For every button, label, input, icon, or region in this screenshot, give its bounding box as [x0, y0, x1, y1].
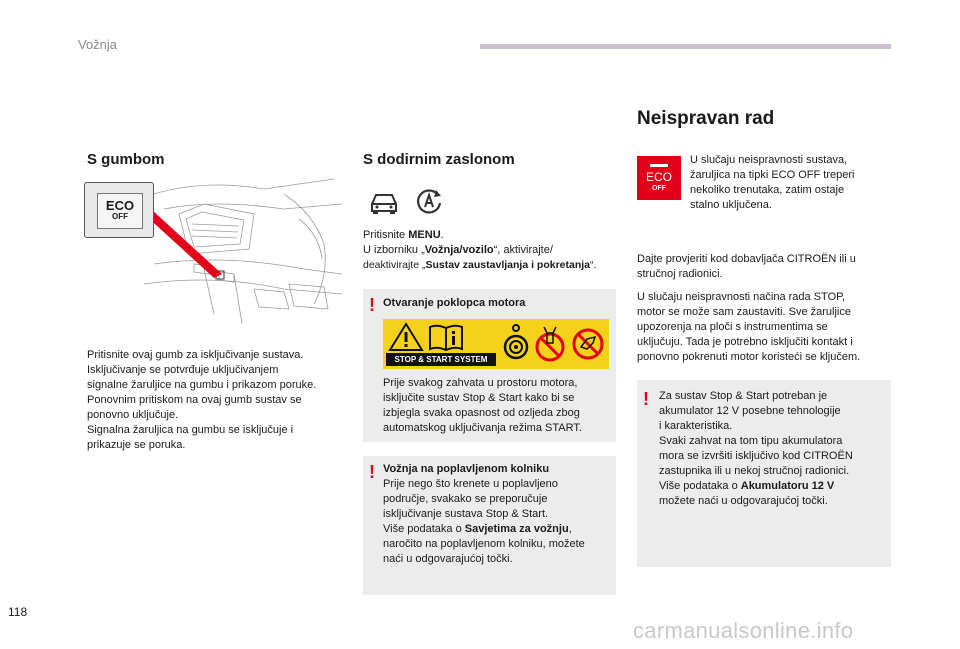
warning3-line: mora se izvršiti isključivo kod CITROËN [659, 450, 853, 462]
stop-start-auto-svg [414, 186, 444, 216]
col1-line: signalne žaruljice na gumbu i prikazom poruke. [87, 379, 317, 391]
warning3-line: možete naći u odgovarajućoj točki. [659, 495, 828, 507]
press-prefix: Pritisnite [363, 229, 409, 241]
warning2-text [383, 462, 613, 567]
press-menu-line [363, 228, 623, 243]
para2-line: U slučaju neispravnosti načina rada STOP, [637, 291, 846, 303]
col1-line: Ponovnim pritiskom na ovaj gumb sustav se [87, 394, 302, 406]
menu-label: MENU [408, 229, 441, 241]
car-icon [367, 188, 401, 216]
lamp-description [690, 153, 890, 213]
eco-label: ECO [105, 198, 135, 213]
line2-bold: Vožnja/vozilo [424, 244, 494, 256]
belt-pulley-svg [503, 323, 529, 365]
no-hand-touch-icon [571, 327, 605, 361]
warning-exclamation-icon: ! [369, 295, 375, 315]
warning1-text [383, 376, 613, 436]
sticker-label: STOP & START SYSTEM [386, 353, 496, 366]
warning3-line: zastupnika ili u nekoj stručnoj radionici. [659, 465, 850, 477]
heading-s-gumbom: S gumbom [87, 151, 165, 168]
manual-book-icon [427, 322, 465, 352]
warning2-title: Vožnja na poplavljenom kolniku [383, 463, 550, 475]
lamp-line: žaruljica na tipki ECO OFF treperi [690, 169, 855, 181]
header-bar [480, 44, 891, 49]
warning1-line: automatskog uključivanja režima START. [383, 422, 582, 434]
col1-body [87, 348, 347, 453]
warning-exclamation-icon: ! [643, 389, 649, 409]
warning2-line: naći u odgovarajućoj točki. [383, 553, 513, 565]
menu-path-line [363, 243, 623, 258]
belt-pulley-icon [503, 323, 529, 365]
warning-triangle-icon [388, 322, 424, 352]
warning3-line: i karakteristika. [659, 420, 733, 432]
warning2-more-line [383, 522, 613, 537]
col3-para1 [637, 252, 892, 282]
page-number: 118 [8, 605, 28, 619]
para2-line: upozorenja na ploči s instrumentima se [637, 321, 828, 333]
warning1-line: izbjegla svaka opasnost od ozljeda zbog [383, 407, 580, 419]
col1-line: Signalna žaruljica na gumbu se isključuje i [87, 424, 294, 436]
stop-start-auto-icon [414, 186, 444, 216]
section-title: Vožnja [78, 37, 118, 52]
eco-off-key-face [97, 193, 143, 229]
no-hands-fan-icon [533, 323, 567, 365]
lamp-eco-label: ECO [645, 170, 672, 184]
col2-instructions [363, 228, 623, 273]
para1-line: stručnoj radionici. [637, 268, 723, 280]
lamp-line: U slučaju neispravnosti sustava, [690, 154, 848, 166]
line2-prefix: U izborniku „ [363, 244, 425, 256]
eco-off-warning-lamp-icon [637, 156, 681, 200]
col3-para2 [637, 290, 892, 365]
press-suffix: . [440, 229, 444, 241]
warning-panel-battery [637, 380, 891, 567]
warning2-line: Prije nego što krenete u poplavljeno [383, 478, 558, 490]
no-hands-fan-svg [533, 323, 567, 365]
col1-line: Isključivanje se potvrđuje uključivanjem [87, 364, 279, 376]
warning-panel-flooded-road [363, 456, 616, 595]
para2-line: ponovno pokrenuti motor koristeći se ključem. [637, 351, 861, 363]
warning3-line: akumulator 12 V posebne tehnologije [659, 405, 841, 417]
toggle-line [363, 258, 623, 273]
eco-off-button-closeup [84, 182, 154, 238]
line3-bold: Sustav zaustavljanja i pokretanja [425, 259, 591, 271]
para1-line: Dajte provjeriti kod dobavljača CITROËN ili u [637, 253, 856, 265]
lamp-bar [650, 164, 668, 167]
warning1-line: Prije svakog zahvata u prostoru motora, [383, 377, 578, 389]
lamp-line: stalno uključena. [690, 199, 772, 211]
line2-suffix: “, aktivirajte/ [493, 244, 553, 256]
dashboard-illustration [84, 174, 342, 324]
para2-line: motor se može sam zaustaviti. Sve žaruljice [637, 306, 851, 318]
warning3-text [659, 389, 887, 509]
more-bold-link: Akumulatoru 12 V [740, 480, 835, 492]
col1-line: prikazuje se poruka. [87, 439, 186, 451]
off-label: OFF [112, 212, 128, 221]
more-suffix: , [568, 523, 572, 535]
more-bold-link: Savjetima za vožnju [464, 523, 569, 535]
warning2-line: naročito na poplavljenom kolniku, možete [383, 538, 585, 550]
no-hand-touch-svg [571, 327, 605, 361]
warning-triangle-svg [388, 322, 424, 352]
line3-suffix: “. [590, 259, 597, 271]
warning-exclamation-icon: ! [369, 462, 375, 482]
car-icon-svg [367, 188, 401, 216]
manual-book-svg [427, 322, 465, 352]
heading-neispravan-rad: Neispravan rad [637, 108, 775, 129]
col1-line: ponovno uključuje. [87, 409, 179, 421]
warning3-line: Svaki zahvat na tom tipu akumulatora [659, 435, 843, 447]
line3-prefix: deaktivirajte „ [363, 259, 426, 271]
more-prefix: Više podataka o [383, 523, 465, 535]
warning3-more-line [659, 479, 887, 494]
warning-panel-engine-bonnet [363, 289, 616, 442]
more-prefix: Više podataka o [659, 480, 741, 492]
para2-line: uključuju. Tada je potrebno isključiti kontakt i [637, 336, 853, 348]
stop-start-warning-sticker [383, 319, 609, 369]
lamp-line: nekoliko trenutaka, zatim ostaje [690, 184, 845, 196]
warning2-line: isključivanje sustava Stop & Start. [383, 508, 549, 520]
warning3-line: Za sustav Stop & Start potreban je [659, 390, 828, 402]
warning-title: Otvaranje poklopca motora [383, 297, 526, 309]
watermark: carmanualsonline.info [633, 618, 854, 643]
warning2-line: područje, svakako se preporučuje [383, 493, 548, 505]
warning1-line: isključite sustav Stop & Start kako bi se [383, 392, 575, 404]
heading-s-dodirnim-zaslonom: S dodirnim zaslonom [363, 151, 515, 168]
lamp-off-label: OFF [652, 185, 666, 192]
col1-line: Pritisnite ovaj gumb za isključivanje sustava. [87, 349, 304, 361]
